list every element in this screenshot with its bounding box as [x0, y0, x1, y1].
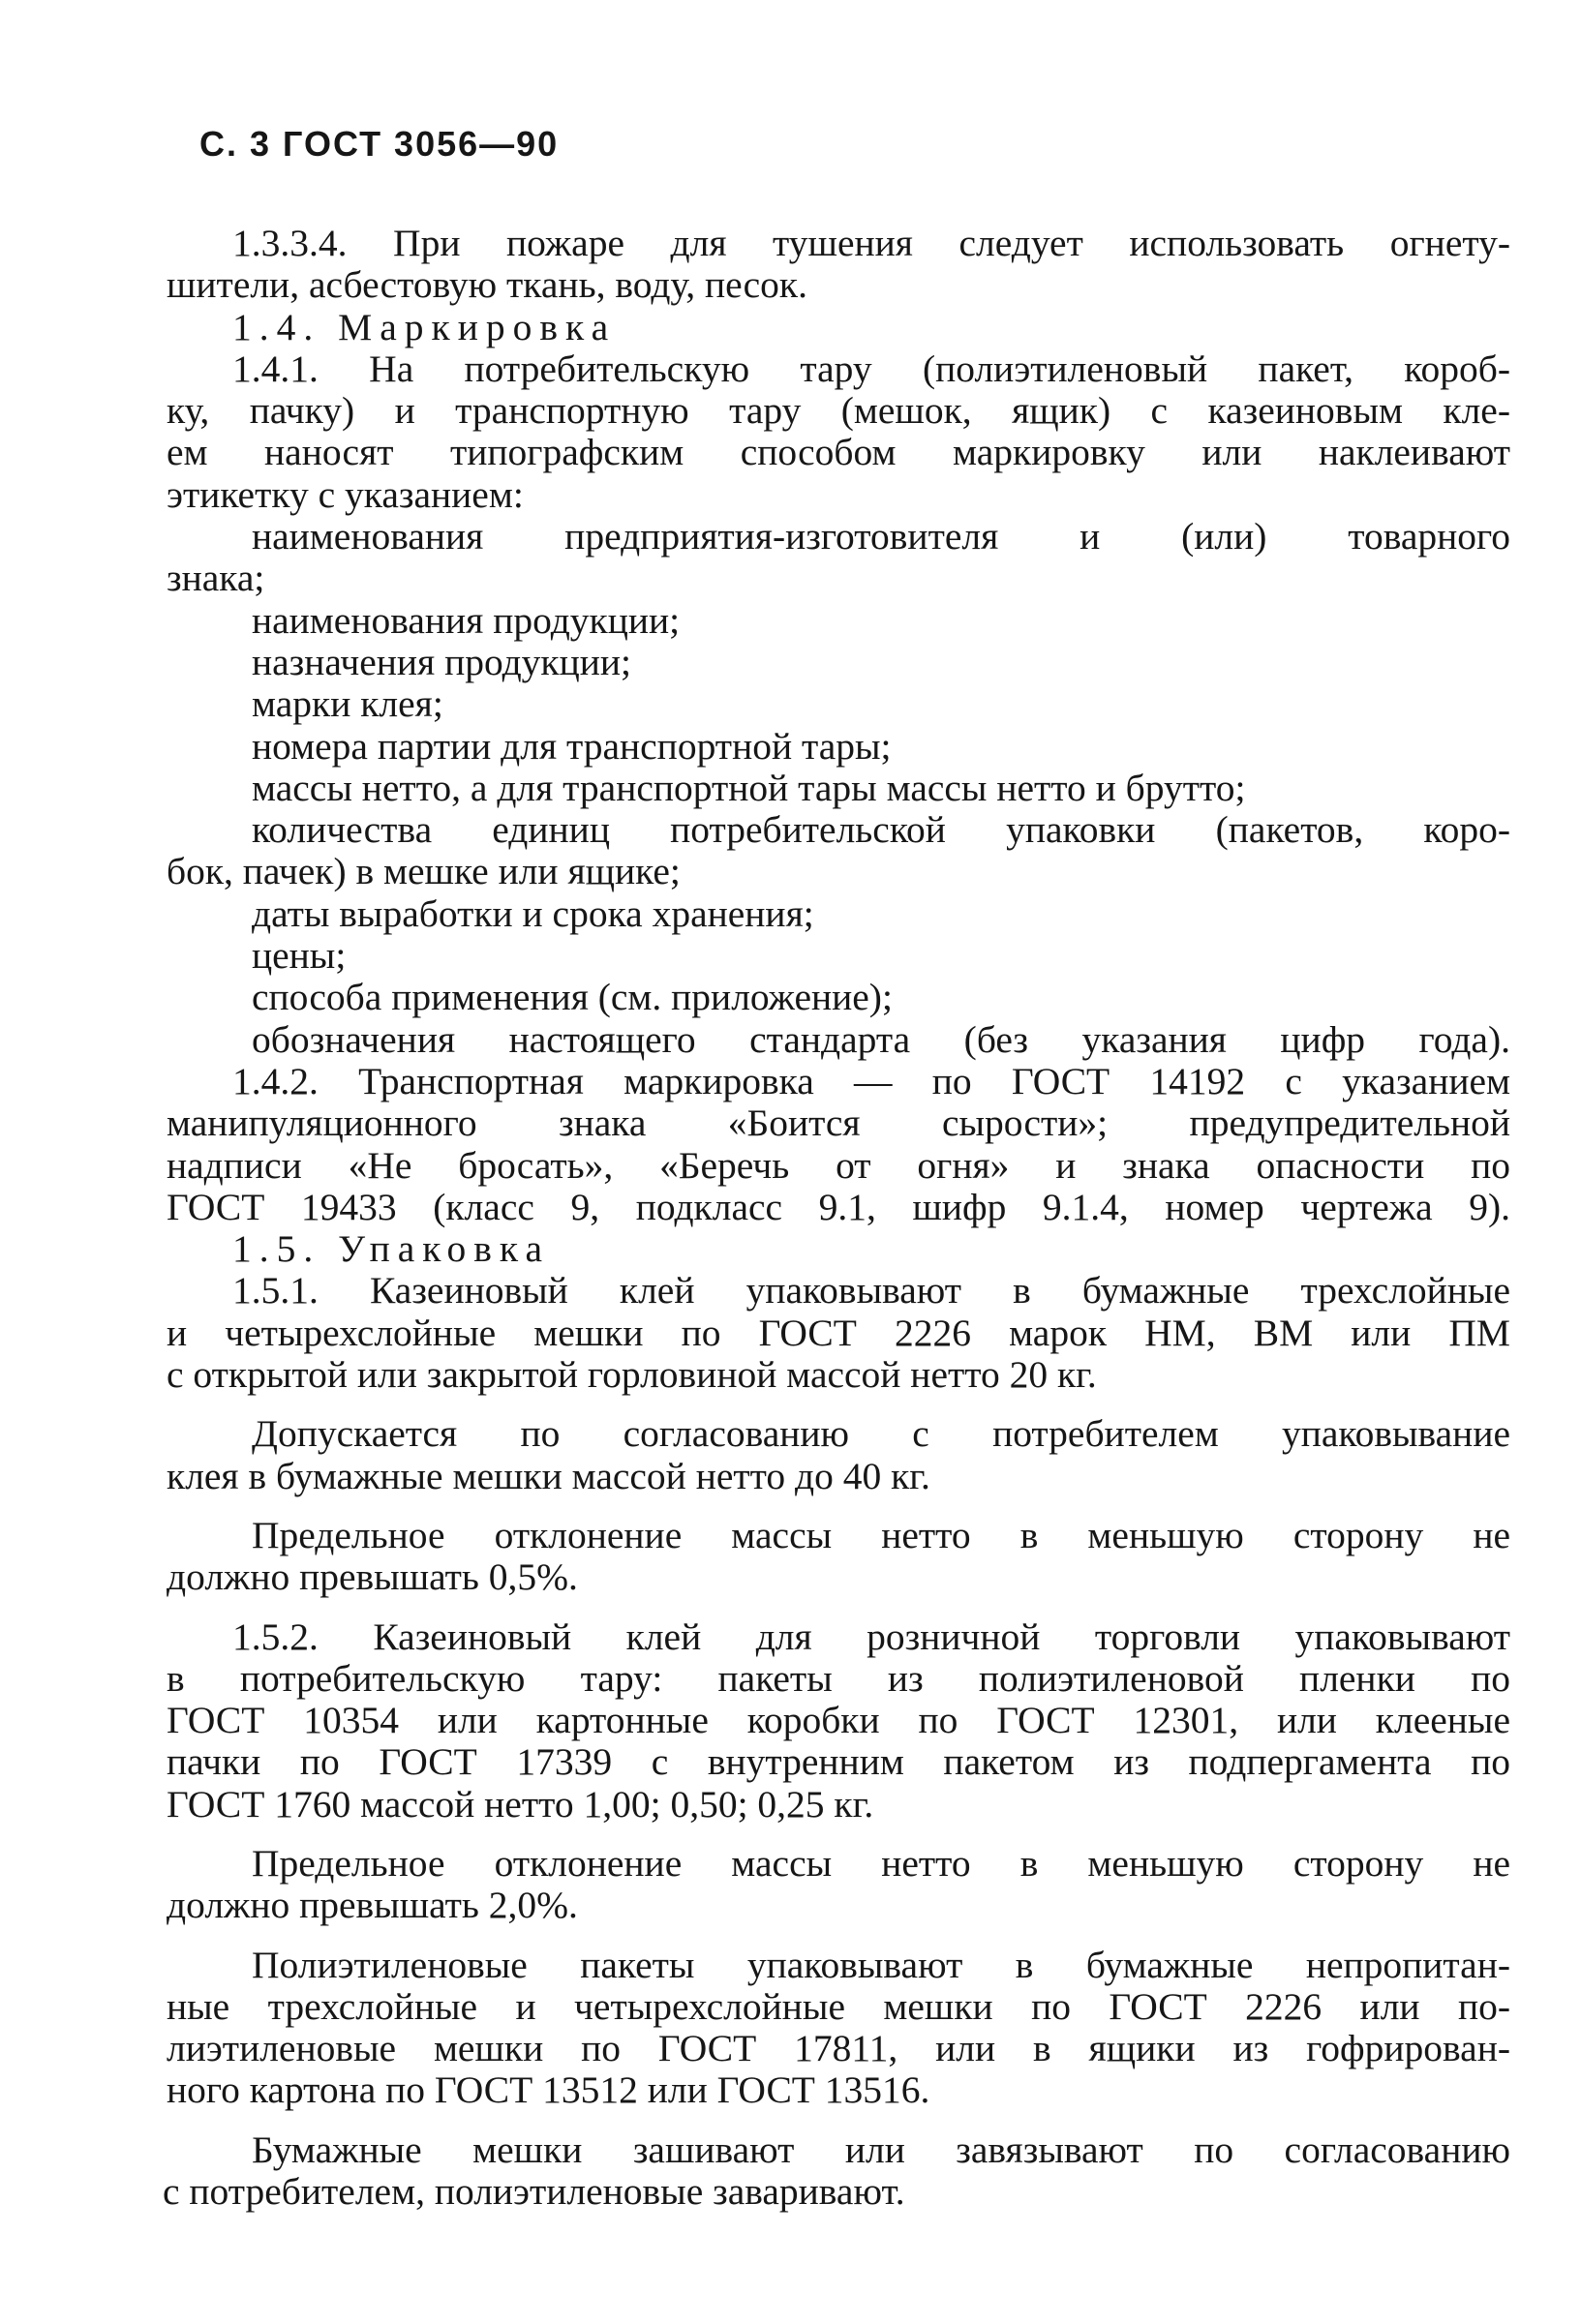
- text-line: 1.3.3.4. При пожаре для тушения следует использовать огнету-: [232, 223, 1510, 264]
- text-line: количества единиц потребительской упаковки (пакетов, коро-: [252, 809, 1510, 852]
- text-line: этикетку с указанием:: [167, 472, 524, 516]
- text-line: должно превышать 0,5%.: [167, 1555, 578, 1599]
- text-line: знака;: [167, 557, 265, 600]
- text-line: наименования продукции;: [252, 598, 681, 642]
- text-line: Предельное отклонение массы нетто в меньшую сторону не: [252, 1842, 1510, 1885]
- text-line: надписи «Не бросать», «Беречь от огня» и знака опасности по: [167, 1144, 1510, 1187]
- text-line: обозначения настоящего стандарта (без указания цифр года).: [252, 1018, 1510, 1061]
- text-line: 1.4.2. Транспортная маркировка — по ГОСТ 14192 с указанием: [232, 1060, 1510, 1102]
- text-line: марки клея;: [252, 682, 443, 726]
- text-line: 1.4.1. На потребительскую тару (полиэтиленовый пакет, короб-: [232, 347, 1510, 390]
- text-line: наименования предприятия-изготовителя и (или) товарного: [252, 516, 1510, 558]
- text-line: ные трехслойные и четырехслойные мешки по ГОСТ 2226 или по-: [167, 1985, 1510, 2028]
- text-line: ку, пачку) и транспортную тару (мешок, ящик) с казеиновым кле-: [167, 390, 1510, 433]
- text-line: и четырехслойные мешки по ГОСТ 2226 марок НМ, ВМ или ПМ: [167, 1312, 1510, 1354]
- text-line: ного картона по ГОСТ 13512 или ГОСТ 13516.: [167, 2068, 930, 2112]
- text-line: в потребительскую тару: пакеты из полиэтиленовой пленки по: [167, 1657, 1510, 1700]
- text-line: ГОСТ 10354 или картонные коробки по ГОСТ 12301, или клееные: [167, 1700, 1510, 1742]
- page-header: С. 3 ГОСТ 3056—90: [199, 124, 560, 164]
- text-line: Предельное отклонение массы нетто в меньшую сторону не: [252, 1514, 1510, 1556]
- text-line: должно превышать 2,0%.: [167, 1884, 578, 1927]
- text-line: номера партии для транспортной тары;: [252, 724, 892, 768]
- text-line: ем наносят типографским способом маркировку или наклеивают: [167, 432, 1510, 474]
- text-line: ГОСТ 1760 массой нетто 1,00; 0,50; 0,25 кг.: [167, 1782, 874, 1826]
- text-line: клея в бумажные мешки массой нетто до 40 кг.: [167, 1454, 930, 1497]
- text-line: 1.5.2. Казеиновый клей для розничной торговли упаковывают: [232, 1615, 1510, 1658]
- text-line: Бумажные мешки зашивают или завязывают по согласованию: [252, 2128, 1510, 2171]
- text-line: лиэтиленовые мешки по ГОСТ 17811, или в ящики из гофрирован-: [167, 2028, 1510, 2070]
- text-line: шители, асбестовую ткань, воду, песок.: [167, 263, 807, 307]
- text-line: пачки по ГОСТ 17339 с внутренним пакетом из подпергамента по: [167, 1741, 1510, 1784]
- text-line: способа применения (см. приложение);: [252, 976, 893, 1019]
- section-heading: 1.4. Маркировка: [232, 305, 617, 348]
- text-line: 1.5.1. Казеиновый клей упаковывают в бумажные трехслойные: [232, 1270, 1510, 1313]
- text-line: с открытой или закрытой горловиной массой нетто 20 кг.: [167, 1353, 1097, 1397]
- text-line: ГОСТ 19433 (класс 9, подкласс 9.1, шифр 9.1.4, номер чертежа 9).: [167, 1186, 1510, 1228]
- text-line: цены;: [252, 934, 347, 978]
- text-line: Полиэтиленовые пакеты упаковывают в бумажные непропитан-: [252, 1944, 1510, 1986]
- text-line: с потребителем, полиэтиленовые заваривают.: [163, 2170, 905, 2214]
- text-line: массы нетто, а для транспортной тары массы нетто и брутто;: [252, 766, 1246, 809]
- text-line: даты выработки и срока хранения;: [252, 891, 814, 935]
- text-line: манипуляционного знака «Боится сырости»; предупредительной: [167, 1102, 1510, 1145]
- text-line: бок, пачек) в мешке или ящике;: [167, 850, 681, 893]
- document-body: [163, 223, 1510, 2214]
- section-heading: 1.5. Упаковка: [232, 1227, 551, 1271]
- text-line: Допускается по согласованию с потребителем упаковывание: [252, 1413, 1510, 1456]
- text-line: назначения продукции;: [252, 640, 632, 683]
